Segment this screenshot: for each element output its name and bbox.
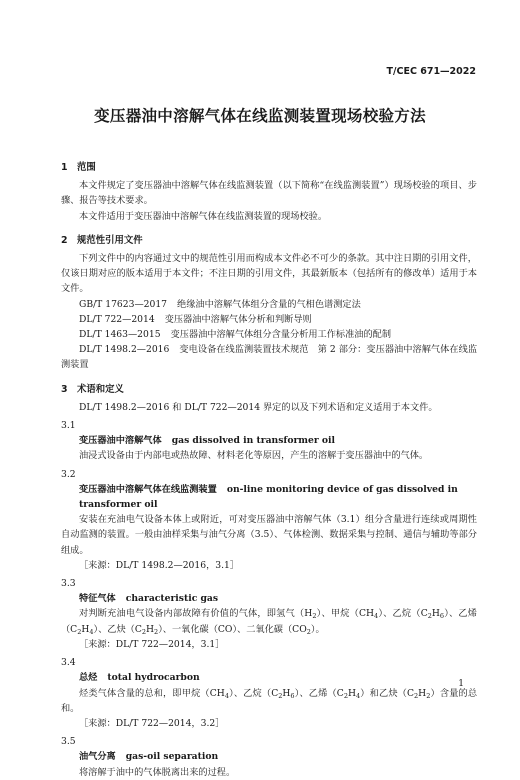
reference-code: DL/T 1463—2015 xyxy=(79,329,161,341)
term-en: characteristic gas xyxy=(125,593,219,605)
term-en: gas dissolved in transformer oil xyxy=(171,435,336,447)
definition-text: H xyxy=(81,623,90,635)
section-title: 规范性引用文件 xyxy=(77,234,143,246)
definition-text: ）、甲烷（CH xyxy=(316,608,375,620)
document-body xyxy=(61,160,477,780)
reference-name: 绝缘油中溶解气体组分含量的气相色谱测定法 xyxy=(177,298,361,310)
document-title: 变压器油中溶解气体在线监测装置现场校验方法 xyxy=(94,107,426,125)
term-en: total hydrocarbon xyxy=(107,672,200,684)
term-zh: 总烃 xyxy=(79,672,98,684)
subscript: 2 xyxy=(154,627,159,636)
subscript: 2 xyxy=(141,627,147,636)
section-3-heading xyxy=(61,382,477,397)
reference-name: 变电设备在线监测装置技术规范 第 2 部分：变压器油中溶解气体在线监测装置 xyxy=(61,344,478,371)
subscript: 2 xyxy=(343,691,348,700)
definition-text: H xyxy=(347,687,356,699)
term-source: ［来源：DL/T 722—2014，3.2］ xyxy=(79,717,225,729)
subscript: 6 xyxy=(290,691,295,700)
subscript: 2 xyxy=(278,691,283,700)
term-definition: 将溶解于油中的气体脱离出来的过程。 xyxy=(79,766,236,778)
subscript: 4 xyxy=(89,627,94,636)
section-number: 1 xyxy=(61,162,68,173)
reference-item xyxy=(61,327,477,342)
subscript: 4 xyxy=(356,691,361,700)
subscript: 2 xyxy=(427,612,432,621)
subscript: 2 xyxy=(306,627,311,636)
section-number: 3 xyxy=(61,383,68,395)
reference-code: DL/T 722—2014 xyxy=(79,313,155,325)
document-number: T/CEC 671—2022 xyxy=(386,66,476,77)
definition-text: H xyxy=(146,623,155,635)
term-source: ［来源：DL/T 1498.2—2016，3.1］ xyxy=(79,559,240,571)
definition-text: ）、乙烷（C xyxy=(378,608,428,620)
definition-text: ）、乙烯（C xyxy=(61,608,477,635)
term-source: ［来源：DL/T 722—2014，3.1］ xyxy=(79,638,225,650)
page-number: 1 xyxy=(458,679,464,689)
clause-number: 3.1 xyxy=(61,420,76,432)
definition-text: ）、一氧化碳（CO）、二氧化碳（CO xyxy=(158,623,307,635)
term-definition: 油浸式设备由于内部电或热故障、材料老化等原因，产生的溶解于变压器油中的气体。 xyxy=(79,450,429,462)
term-en: gas-oil separation xyxy=(125,751,219,763)
term-zh: 变压器油中溶解气体在线监测装置 xyxy=(79,483,217,495)
subscript: 2 xyxy=(77,627,82,636)
definition-text: H xyxy=(282,687,291,699)
paragraph: 下列文件中的内容通过文中的规范性引用而构成本文件必不可少的条款。其中注日期的引用文件，仅该日期对应的版本适用于本文件；不注日期的引用文件，其最新版本（包括所有的修改单）适用于本文件。 xyxy=(61,253,477,295)
term-zh: 特征气体 xyxy=(79,593,116,605)
section-title: 范围 xyxy=(77,162,96,173)
section-title: 术语和定义 xyxy=(77,383,124,395)
reference-item xyxy=(61,342,477,372)
subscript: 2 xyxy=(312,612,317,621)
term-heading xyxy=(61,482,477,512)
reference-name: 变压器油中溶解气体组分含量分析用工作标准油的配制 xyxy=(170,329,392,341)
term-heading xyxy=(61,670,477,685)
subscript: 2 xyxy=(414,691,419,700)
subscript: 4 xyxy=(374,612,379,621)
reference-code: GB/T 17623—2017 xyxy=(79,298,168,310)
term-heading xyxy=(61,749,477,764)
subscript: 6 xyxy=(439,612,445,621)
term-zh: 油气分离 xyxy=(79,751,116,763)
subscript: 2 xyxy=(426,691,431,700)
definition-text: H xyxy=(418,687,427,699)
clause-number: 3.4 xyxy=(61,657,76,669)
term-definition xyxy=(61,606,477,636)
term-heading xyxy=(61,433,477,448)
definition-text: ）、乙烷（C xyxy=(228,687,279,699)
term-heading xyxy=(61,591,477,606)
reference-item xyxy=(61,297,477,312)
clause-number: 3.3 xyxy=(61,578,76,590)
section-2-heading xyxy=(61,233,477,248)
reference-code: DL/T 1498.2—2016 xyxy=(79,344,170,356)
term-en: on-line monitoring device of gas dissolved in transformer oil xyxy=(79,483,458,511)
definition-text: ）、乙烯（C xyxy=(294,687,344,699)
reference-item xyxy=(61,312,477,327)
term-definition: 安装在充油电气设备本体上或附近，可对变压器油中溶解气体（3.1）组分含量进行连续或周期性自动监测的装置。一般由油样采集与油气分离（3.5）、气体检测、数据采集与控制、通信与辅助等部分组成。 xyxy=(61,514,477,556)
paragraph: 本文件适用于变压器油中溶解气体在线监测装置的现场校验。 xyxy=(79,210,328,222)
paragraph: DL/T 1498.2—2016 和 DL/T 722—2014 界定的以及下列术语和定义适用于本文件。 xyxy=(79,401,438,413)
reference-name: 变压器油中溶解气体分析和判断导则 xyxy=(164,313,312,325)
clause-number: 3.2 xyxy=(61,468,76,480)
definition-text: ）和乙炔（C xyxy=(360,687,415,699)
definition-text: ）含量的总和。 xyxy=(61,687,478,714)
subscript: 4 xyxy=(224,691,229,700)
definition-text: 对判断充油电气设备内部故障有价值的气体，即氢气（H xyxy=(79,608,313,620)
definition-text: ）、乙炔（C xyxy=(93,623,142,635)
term-zh: 变压器油中溶解气体 xyxy=(79,435,162,447)
definition-text: H xyxy=(431,608,440,620)
term-definition xyxy=(61,686,477,716)
section-1-heading xyxy=(61,160,477,175)
section-number: 2 xyxy=(61,234,68,246)
definition-text: 烃类气体含量的总和，即甲烷（CH xyxy=(79,687,225,699)
paragraph: 本文件规定了变压器油中溶解气体在线监测装置（以下简称“在线监测装置”）现场校验的项目、步骤、报告等技术要求。 xyxy=(61,180,477,207)
definition-text: ）。 xyxy=(310,623,325,635)
clause-number: 3.5 xyxy=(61,736,76,748)
